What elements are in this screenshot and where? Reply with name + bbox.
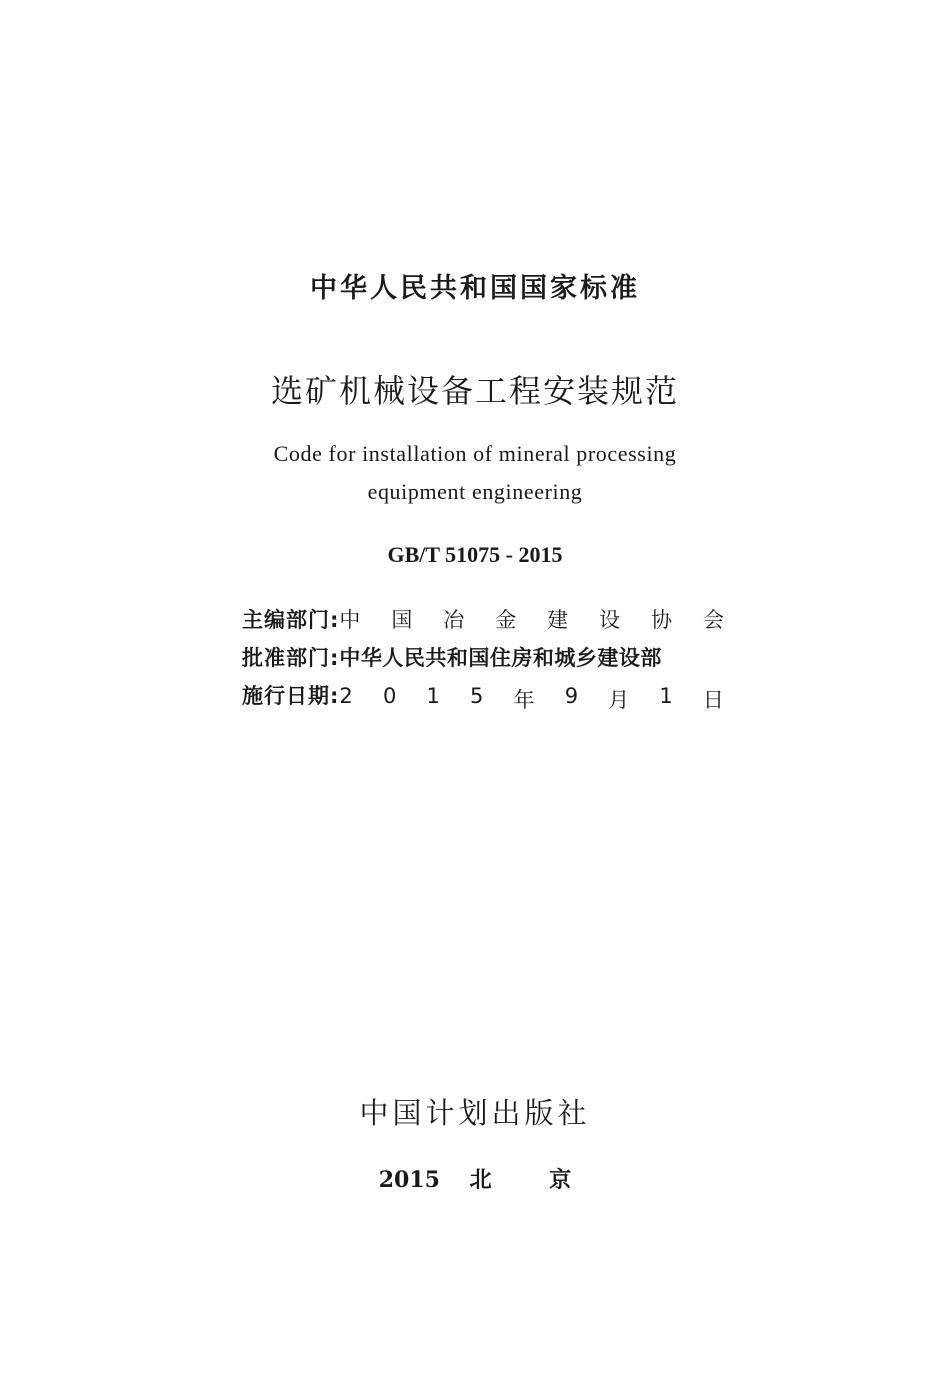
date-char: 2 [339,684,353,708]
editor-row [242,604,724,642]
standard-code: GB/T 51075 - 2015 [387,542,563,567]
date-char: 0 [382,684,397,708]
imprint-line [0,1163,950,1194]
date-char: 9 [564,684,579,708]
standard-heading: 中华人民共和国国家标准 [310,273,640,304]
imprint-city-char: 北 [469,1167,492,1193]
editor-char: 金 [495,608,517,632]
editor-char: 设 [599,608,621,632]
approver-value: 中华人民共和国住房和城乡建设部 [339,646,662,670]
date-char: 5 [470,684,484,708]
editor-char: 会 [702,608,724,632]
effective-date-row [242,680,724,718]
date-char: 1 [426,684,440,708]
title-english-line-2: equipment engineering [367,479,583,504]
editor-char: 冶 [443,608,465,632]
effective-date-value [339,684,724,714]
effective-date-label: 施行日期: [242,684,340,708]
date-char: 月 [608,688,630,712]
date-char: 年 [513,688,535,712]
metadata-block [242,604,724,718]
imprint-city-char: 京 [549,1167,572,1193]
editor-char: 国 [391,608,413,632]
title-chinese: 选矿机械设备工程安装规范 [270,372,679,410]
date-char: 1 [659,684,673,708]
date-char: 日 [702,688,724,712]
publisher-name: 中国计划出版社 [359,1096,591,1130]
title-english-line-1: Code for installation of mineral processing [273,441,677,466]
approver-row [242,642,724,680]
approver-label: 批准部门: [242,646,340,670]
imprint-year: 2015 [378,1167,440,1193]
editor-char: 中 [339,608,361,632]
editor-label: 主编部门: [242,608,340,632]
editor-char: 协 [651,608,673,632]
editor-char: 建 [547,608,569,632]
editor-value [339,604,724,634]
